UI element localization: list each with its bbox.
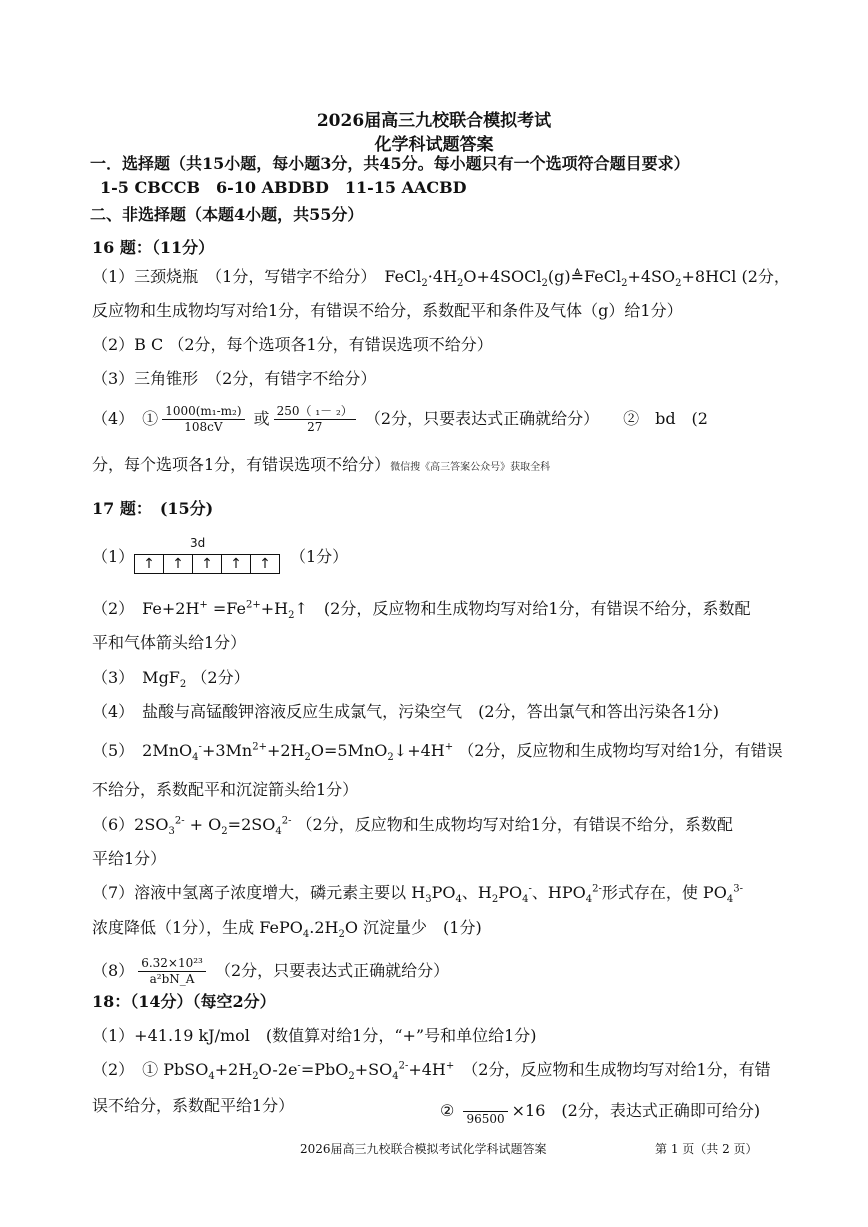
q17-part5-line2: 不给分，系数配平和沉淀箭头给1分） [92, 780, 359, 799]
q17-heading: 17 题： (15分) [92, 499, 214, 518]
orbital-box [134, 554, 280, 574]
footer-title: 2026届高三九校联合模拟考试化学科试题答案 [300, 1142, 547, 1156]
orbital-cell: ↑ [222, 555, 251, 573]
q16-part2: （2）B C （2分，每个选项各1分，有错误选项不给分） [92, 335, 493, 354]
q17-part2-line2: 平和气体箭头给1分） [92, 633, 247, 652]
q17-part4: （4） 盐酸与高锰酸钾溶液反应生成氯气，污染空气 (2分，答出氯气和答出污染各1分) [92, 702, 720, 721]
fraction-expression-4: 96500 [463, 1096, 507, 1127]
page-subtitle: 化学科试题答案 [374, 135, 494, 155]
section2-heading: 二、非选择题（本题4小题，共55分） [90, 205, 364, 224]
fraction-expression-1: $\frac{\text{1000(m₁-m₂)}}{108cV}$ [162, 404, 244, 435]
page-title: 2026届高三九校联合模拟考试 [316, 111, 552, 131]
q16-part4-line2: 分，每个选项各1分，有错误选项不给分）微信搜《高三答案公众号》获取全科 [92, 455, 551, 474]
page-number: 第 1 页（共 2 页） [655, 1142, 758, 1156]
q18-part2-line2: 误不给分，系数配平给1分） [92, 1096, 295, 1115]
fraction-expression-3: $\frac{\text{6.32×10²³}}{\text{a²bN\_A}}$ [138, 956, 206, 987]
q16-part1-line2: 反应物和生成物均写对给1分，有错误不给分，系数配平和条件及气体（g）给1分） [92, 301, 683, 320]
q18-part1: （1）+41.19 kJ/mol (数值算对给1分，“+”号和单位给1分) [92, 1026, 537, 1045]
orbital-cell: ↑ [193, 555, 222, 573]
orbital-cell: ↑ [135, 555, 164, 573]
q16-heading: 16 题：（11分） [92, 238, 215, 257]
q16-part3: （3）三角锥形 （2分，有错字不给分） [92, 369, 377, 388]
q17-part6: $(6)2SO_3^{2-} + O_2=2SO_4^{2-}$ （2分，反应物和生成物均写对给1分，有错误不给分，系数配 [92, 815, 733, 838]
q17-part6-line2: 平给1分） [92, 849, 167, 868]
q17-part5: （5） $2MnO_4^-+3Mn^{2+}+2H_2O=5MnO_2↓+4H^+$ （2分，反应物和生成物均写对给1分，有错误 [92, 741, 783, 764]
q18-heading: 18：（14分）（每空2分） [92, 992, 276, 1011]
q18-part2: （2） ① $PbSO_4+2H_2O-2e^-=PbO_2+SO_4^{2-}+4H^+$ （2分，反应物和生成物均写对给1分，有错 [92, 1060, 771, 1083]
q17-part7: （7）溶液中氢离子浓度增大，磷元素主要以 $H_3PO_4$、$H_2PO_4^-$、$HPO_4^{2-}$形式存在，使 $PO_4^{3-}$ [92, 883, 743, 906]
q17-part3: （3） MgF$_2$ （2分） [92, 668, 250, 691]
orbital-cell: ↑ [164, 555, 193, 573]
q18-part2-second: ② 96500 ×16 (2分，表达式正确即可给分) [440, 1096, 760, 1127]
orbital-cell: ↑ [259, 556, 271, 572]
q17-part1-prefix: （1） [92, 547, 135, 566]
q17-part8: （8） $\frac{\text{6.32×10²³}}{\text{a²bN\_A}}$ （2分，只要表达式正确就给分） [92, 956, 450, 986]
choice-answers: 1-5 CBCCB 6-10 ABDBD 11-15 AACBD [100, 178, 467, 197]
watermark-text: 微信搜《高三答案公众号》获取全科 [390, 462, 551, 473]
q16-part4: （4） ① $\frac{\text{1000(m₁-m₂)}}{108cV}$ 或 $\frac{\text{250（ ₁－ ₂）}}{27}$ （2分，只要表达式正确就给分） ② bd (2 [92, 404, 708, 434]
q17-part2: （2） $Fe+2H^+ =Fe^{2+}+H_2↑$ (2分，反应物和生成物均写对给1分，有错误不给分，系数配 [92, 599, 751, 622]
section1-heading: 一．选择题（共15小题，每小题3分，共45分。每小题只有一个选项符合题目要求） [90, 154, 690, 173]
q17-part1-score: （1分） [290, 547, 349, 566]
fraction-expression-2: $\frac{\text{250（ ₁－ ₂）}}{27}$ [274, 404, 356, 435]
q16-part1: （1）三颈烧瓶 （1分，写错字不给分） $FeCl_2\cdot 4H_2O+4SOCl_2(g)≜FeCl_2+4SO_2+8HCl$ (2分， [92, 267, 790, 290]
q17-part7-line2: 浓度降低（1分），生成 $FePO_4.2H_2O$ 沉淀量少 (1分) [92, 918, 482, 941]
orbital-label: 3d [190, 536, 206, 550]
